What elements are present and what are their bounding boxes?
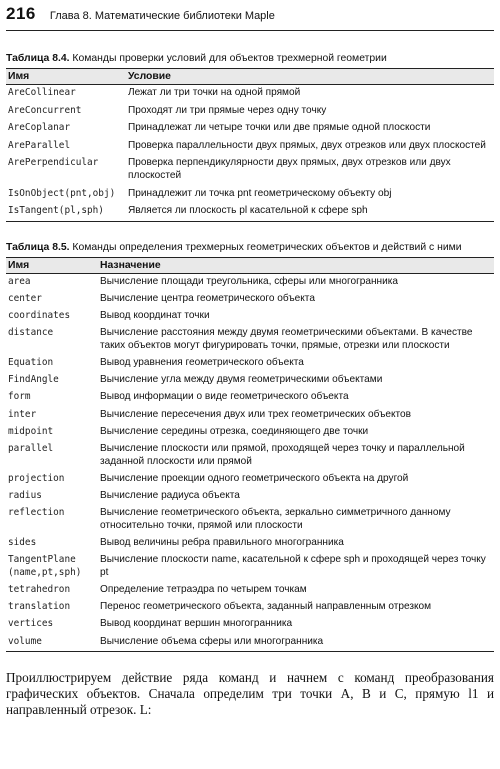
command-description: Вывод величины ребра правильного многогранника	[100, 536, 344, 548]
command-name: radius	[8, 490, 42, 501]
command-name: center	[8, 292, 42, 304]
command-description: Вычисление плоскости name, касательной к сфере sph и проходящей через точку pt	[100, 554, 486, 578]
table-row	[6, 308, 494, 325]
table-body	[6, 85, 494, 222]
command-name: form	[8, 391, 31, 403]
command-name: coordinates	[8, 310, 71, 322]
command-name: parallel	[8, 443, 54, 455]
table-row	[6, 599, 494, 616]
table-row	[6, 582, 494, 599]
table-row	[6, 441, 494, 471]
table-row	[6, 552, 494, 582]
command-description: Вычисление проекции одного геометрического объекта на другой	[100, 472, 409, 484]
table-row	[6, 203, 494, 221]
caption-label: Таблица 8.5.	[6, 241, 70, 253]
command-name: distance	[8, 327, 54, 339]
column-header-condition: Условие	[126, 69, 494, 85]
table-row	[6, 155, 494, 185]
table-header-row	[6, 69, 494, 85]
table-row	[6, 616, 494, 633]
command-name: IsOnObject(pnt,obj)	[8, 187, 116, 199]
chapter-title: Глава 8. Математические библиотеки Maple	[49, 10, 275, 22]
command-description: Лежат ли три точки на одной прямой	[128, 87, 301, 98]
table-row	[6, 372, 494, 389]
command-name: reflection	[8, 507, 65, 519]
table-row	[6, 273, 494, 291]
command-description: Вывод координат вершин многогранника	[100, 618, 293, 630]
command-description: Перенос геометрического объекта, заданный направленным отрезком	[100, 601, 432, 613]
command-description: Вычисление пересечения двух или трех геометрических объектов	[100, 408, 412, 420]
table-row	[6, 138, 494, 156]
table-row	[6, 325, 494, 355]
table-row	[6, 634, 494, 652]
command-description: Проверка параллельности двух прямых, двух отрезков или двух плоскостей	[128, 139, 486, 151]
table-row	[6, 85, 494, 103]
command-description: Вычисление расстояния между двумя геометрическими объектами. В качестве таких объектов могут фигурировать точки, прямые, отрезки или плоскости	[100, 327, 473, 351]
column-header-purpose: Назначение	[98, 257, 494, 273]
table-row	[6, 120, 494, 138]
table-row	[6, 389, 494, 406]
table-row	[6, 355, 494, 372]
command-description: Вывод информации о виде геометрического объекта	[100, 391, 349, 403]
command-name: projection	[8, 472, 65, 484]
command-description: Проходят ли три прямые через одну точку	[128, 104, 327, 116]
command-description: Вычисление геометрического объекта, зеркально симметричного данному относительно точки, прямой или плоскости	[100, 507, 451, 531]
table-8-5	[6, 257, 494, 652]
command-description: Вычисление плоскости или прямой, проходящей через точку и параллельной заданной плоскости или прямой	[100, 443, 465, 467]
table-row	[6, 103, 494, 121]
table-row	[6, 424, 494, 441]
command-name: AreCollinear	[8, 87, 76, 98]
table-row	[6, 186, 494, 204]
command-description: Вычисление середины отрезка, соединяющего две точки	[100, 425, 369, 437]
command-name: AreConcurrent	[8, 104, 82, 116]
table-row	[6, 535, 494, 552]
caption-text: Команды определения трехмерных геометрических объектов и действий с ними	[69, 241, 462, 253]
command-name: AreCoplanar	[8, 122, 71, 134]
command-name: ArePerpendicular	[8, 157, 99, 169]
caption-text: Команды проверки условий для объектов трехмерной геометрии	[69, 53, 387, 64]
command-description: Вычисление угла между двумя геометрическими объектами	[100, 374, 383, 386]
header-rule	[6, 30, 494, 31]
command-name: tetrahedron	[8, 583, 71, 595]
command-description: Проверка перпендикулярности двух прямых, двух отрезков или двух плоскостей	[128, 157, 451, 181]
table-header-row	[6, 257, 494, 273]
page-header	[6, 4, 494, 28]
table-row	[6, 407, 494, 424]
command-name: IsTangent(pl,sph)	[6, 203, 126, 221]
table-body	[6, 273, 494, 651]
command-name: Equation	[8, 357, 54, 369]
table-row	[6, 291, 494, 308]
command-description: Является ли плоскость pl касательной к сфере sph	[126, 203, 494, 221]
command-name: inter	[8, 408, 37, 420]
command-name: TangentPlane (name,pt,sph)	[8, 554, 82, 578]
command-name: AreParallel	[8, 139, 71, 151]
command-description: Принадлежат ли четыре точки или две прямые одной плоскости	[128, 122, 431, 134]
command-description: Вывод уравнения геометрического объекта	[100, 357, 304, 369]
command-name: midpoint	[8, 425, 54, 437]
command-description: Определение тетраэдра по четырем точкам	[100, 583, 307, 595]
body-paragraph: Проиллюстрируем действие ряда команд и начнем с команд преобразования графических объектов. Сначала определим три точки A, B и C, прямую l1 и направленный отрезок. L:	[6, 669, 494, 717]
column-header-name: Имя	[6, 257, 98, 273]
page-number: 216	[6, 4, 36, 23]
table-row	[6, 471, 494, 488]
command-description: Вывод координат точки	[100, 310, 210, 322]
book-page	[6, 0, 494, 718]
command-name: FindAngle	[8, 374, 59, 386]
command-name: sides	[8, 536, 37, 548]
command-name: translation	[8, 601, 71, 613]
column-header-name: Имя	[6, 69, 126, 85]
table-8-5-caption	[6, 242, 494, 253]
table-row	[6, 505, 494, 535]
command-description: Вычисление объема сферы или многогранника	[98, 634, 494, 652]
command-name: volume	[6, 634, 98, 652]
command-description: Принадлежит ли точка pnt геометрическому объекту obj	[128, 187, 392, 199]
command-description: Вычисление площади треугольника, сферы или многогранника	[100, 275, 399, 287]
table-8-4-caption	[6, 53, 494, 64]
table-row	[6, 488, 494, 505]
command-name: vertices	[8, 618, 54, 630]
table-8-4	[6, 68, 494, 222]
command-name: area	[8, 275, 31, 287]
command-description: Вычисление радиуса объекта	[100, 490, 240, 501]
caption-label: Таблица 8.4.	[6, 53, 70, 64]
command-description: Вычисление центра геометрического объекта	[100, 292, 315, 304]
